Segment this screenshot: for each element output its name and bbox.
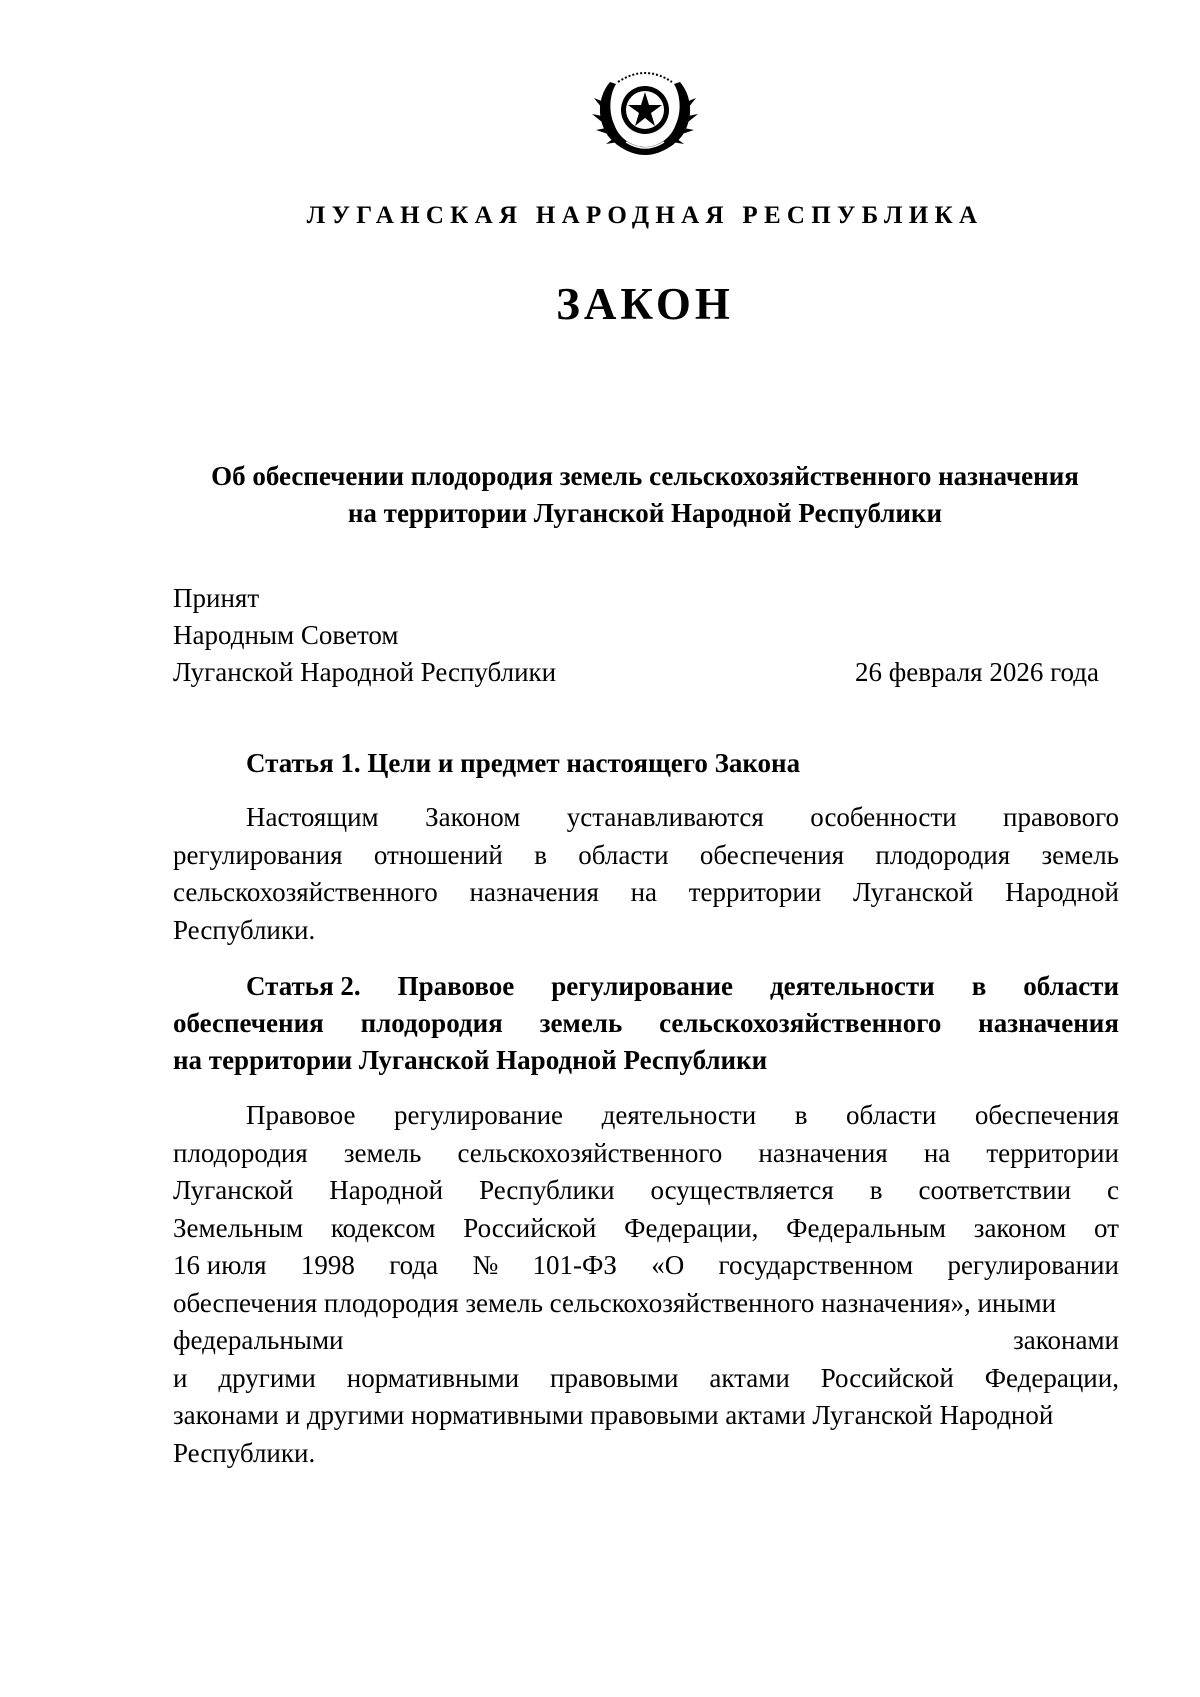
word: регулирование [393, 1100, 564, 1130]
word: плодородия [875, 839, 1011, 870]
article-2-line [173, 1435, 1119, 1473]
word: Законом [425, 802, 521, 832]
article-2-line [173, 1322, 1119, 1360]
word: 16 июля [173, 1250, 267, 1280]
word: назначения [978, 1008, 1119, 1038]
article-2-line [173, 1360, 1119, 1398]
word: 1998 [300, 1250, 355, 1280]
word: Республики [479, 1175, 615, 1205]
word: сельскохозяйственного [173, 877, 438, 907]
word: Правовое [246, 1100, 356, 1130]
document-title [170, 458, 1120, 532]
word: Федерации, [984, 1362, 1119, 1393]
word: регулирование [551, 971, 734, 1001]
word: правового [1003, 802, 1119, 832]
word: сельскохозяйственного [457, 1137, 723, 1168]
word: плодородия [360, 1008, 503, 1038]
word: правовыми [550, 1362, 679, 1393]
article-2-body [173, 1097, 1119, 1472]
word: назначения [758, 1137, 888, 1168]
article-1-line [173, 837, 1119, 875]
word: территории [986, 1137, 1119, 1168]
article-1-body [173, 799, 1119, 949]
word: года [389, 1250, 439, 1280]
word: области [846, 1100, 937, 1130]
word: Луганской [853, 877, 974, 907]
word: осуществляется [650, 1175, 834, 1205]
word: отношений [373, 839, 503, 870]
word: обеспечения плодородия земель сельскохозяйственного назначения», иными [173, 1287, 1057, 1318]
word: земель [343, 1137, 422, 1168]
word: земель [539, 1008, 623, 1038]
word: Федерации, [624, 1212, 759, 1243]
word: области [578, 839, 669, 870]
document-title-line: Об обеспечении плодородия земель сельскохозяйственного назначения [211, 461, 1079, 491]
word: территории [688, 877, 822, 907]
word: обеспечения [173, 1008, 324, 1038]
word: Республики. [173, 1437, 316, 1468]
word: кодексом [330, 1212, 436, 1243]
article-1-line [173, 874, 1119, 912]
word: законами [1013, 1325, 1119, 1355]
word: в [869, 1175, 883, 1205]
republic-name: ЛУГАНСКАЯ НАРОДНАЯ РЕСПУБЛИКА [306, 202, 984, 229]
word: на [923, 1137, 951, 1168]
word: деятельности [769, 971, 935, 1001]
word: и [173, 1362, 188, 1393]
word: другими [218, 1362, 316, 1393]
word: Российской [820, 1362, 954, 1393]
word: плодородия [173, 1137, 308, 1168]
word: «О [651, 1250, 685, 1280]
adoption-line: Народным Советом [173, 620, 399, 650]
article-2-line [173, 1247, 1119, 1285]
article-1-heading: Статья 1. Цели и предмет настоящего Закона [246, 748, 801, 778]
word: федеральными [173, 1325, 344, 1355]
article-2-heading-line [173, 968, 1119, 1005]
word: назначения [469, 877, 599, 907]
word: с [1107, 1175, 1119, 1205]
document-title-line: на территории Луганской Народной Республики [347, 498, 943, 528]
article-2-line [173, 1097, 1119, 1135]
word: соответствии [918, 1175, 1072, 1205]
word: Настоящим [246, 802, 379, 832]
word: Народной [1005, 877, 1119, 907]
adoption-line: Принят [173, 583, 260, 613]
article-2-line [173, 1172, 1119, 1210]
word: регулировании [947, 1250, 1119, 1280]
word: законами и другими нормативными правовыми актами Луганской Народной [173, 1400, 1054, 1430]
word: законом [973, 1212, 1067, 1243]
word: Статья 2. [246, 971, 361, 1001]
document-type: ЗАКОН [556, 279, 734, 329]
word: в [794, 1100, 808, 1130]
word: Российской [463, 1212, 597, 1243]
word: Луганской [173, 1175, 294, 1205]
article-2-heading-line [173, 1042, 1119, 1079]
word: Правовое [397, 971, 515, 1001]
word: особенности [810, 802, 957, 832]
article-2-line [173, 1135, 1119, 1173]
word: Народной [329, 1175, 444, 1205]
adoption-block [173, 580, 556, 691]
word: деятельности [601, 1100, 757, 1130]
word: в [534, 839, 547, 870]
adoption-line: Луганской Народной Республики [173, 657, 557, 687]
word: в [971, 971, 987, 1001]
coat-of-arms-icon [590, 62, 700, 158]
word: обеспечения [974, 1100, 1119, 1130]
article-2-heading-line [173, 1005, 1119, 1042]
article-2-heading [173, 968, 1119, 1079]
word: 101-ФЗ [532, 1250, 617, 1280]
word: от [1093, 1212, 1119, 1243]
word: регулирования [173, 839, 343, 870]
word: земель [1041, 839, 1119, 870]
word: государственном [718, 1250, 914, 1280]
word: актами [709, 1362, 790, 1393]
article-2-line [173, 1397, 1119, 1435]
word: на [630, 877, 658, 907]
word: устанавливаются [566, 802, 764, 832]
adoption-date: 26 февраля 2026 года [855, 657, 1099, 687]
article-1-line [173, 799, 1119, 837]
word: на территории Луганской Народной Республики [173, 1045, 768, 1075]
article-2-line [173, 1210, 1119, 1248]
word: Республики. [173, 914, 316, 945]
word: нормативными [346, 1362, 520, 1393]
article-1-line [173, 912, 1119, 950]
article-2-line [173, 1285, 1119, 1323]
word: сельскохозяйственного [659, 1008, 942, 1038]
word: Земельным [173, 1212, 304, 1243]
word: № [472, 1250, 499, 1280]
word: обеспечения [699, 839, 845, 870]
word: Федеральным [786, 1212, 947, 1243]
word: области [1023, 971, 1119, 1001]
